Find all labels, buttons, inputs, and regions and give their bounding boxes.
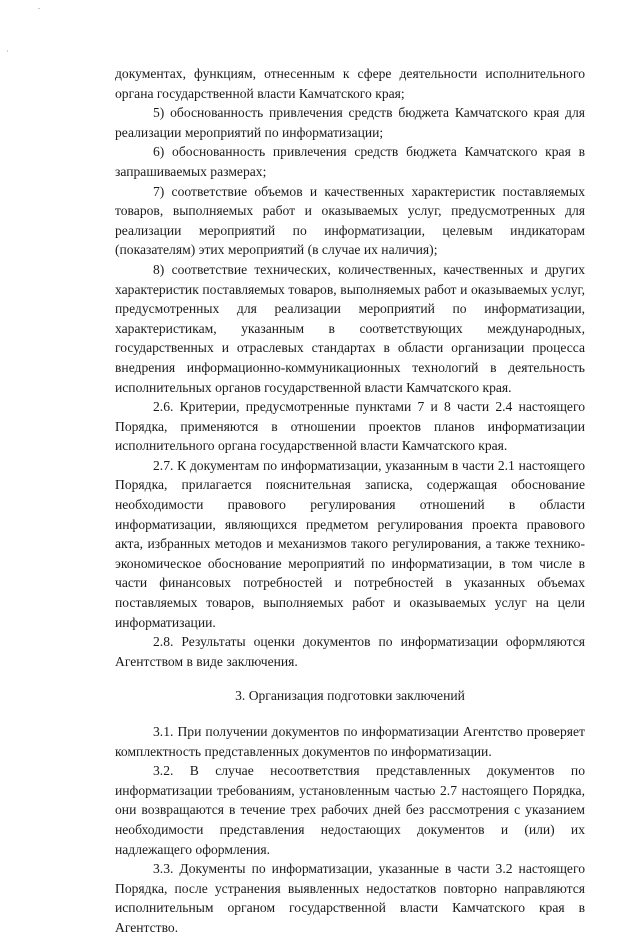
paragraph-item-5: 5) обоснованность привлечения средств бюджета Камчатского края для реализации мероприятий по информатизации; <box>115 105 585 140</box>
paragraph-2-7: 2.7. К документам по информатизации, указанным в части 2.1 настоящего Порядка, прилагается пояснительная записка, содержащая обоснование необходимости правового регулирования отношений в области информатизации, являющихся предметом регулирования проекта правового акта, избранных методов и механизмов такого регулирования, а также технико-экономическое обоснование мероприятий по информатизации, в том числе в части финансовых потребностей и потребностей в указанных объемах поставляемых товаров, выполняемых работ и оказываемых услуг на цели информатизации. <box>115 457 585 630</box>
paragraph-continuation: документах, функциям, отнесенным к сфере деятельности исполнительного органа государственной власти Камчатского края; <box>115 66 585 101</box>
paragraph-2-6: 2.6. Критерии, предусмотренные пунктами 7 и 8 части 2.4 настоящего Порядка, применяются в отношении проектов планов информатизации исполнительного органа государственной власти Камчатского края. <box>115 399 585 454</box>
paragraph-3-2: 3.2. В случае несоответствия представленных документов по информатизации требованиям, установленным частью 2.7 настоящего Порядка, они возвращаются в течение трех рабочих дней без рассмотрения с указанием необходимости представления недостающих документов и (или) их надлежащего оформления. <box>115 763 585 857</box>
section-heading: 3. Организация подготовки заключений <box>235 688 465 704</box>
paragraph-3-3: 3.3. Документы по информатизации, указанные в части 3.2 настоящего Порядка, после устранения выявленных недостатков повторно направляются исполнительным органом государственной власти Камчатского края в Агентство. <box>115 861 585 935</box>
paragraph-3-1: 3.1. При получении документов по информатизации Агентство проверяет комплектность представленных документов по информатизации. <box>115 724 585 759</box>
scan-speck <box>7 50 8 52</box>
paragraph-item-7: 7) соответствие объемов и качественных характеристик поставляемых товаров, выполняемых работ и оказываемых услуг, предусмотренных для реализации мероприятий по информатизации, целевым индикаторам (показателям) этих мероприятий (в случае их наличия); <box>115 183 585 258</box>
paragraph-2-8: 2.8. Результаты оценки документов по информатизации оформляются Агентством в виде заключения. <box>115 634 585 669</box>
scan-speck <box>38 8 40 9</box>
paragraph-item-8: 8) соответствие технических, количественных, качественных и других характеристик поставляемых товаров, выполняемых работ и оказываемых услуг, предусмотренных для реализации мероприятий по информатизации, характеристикам, указанным в соответствующих международных, государственных и отраслевых стандартах в области организации процесса внедрения информационно-коммуникационных технологий в деятельность исполнительных органов государственной власти Камчатского края. <box>115 261 585 395</box>
document-body <box>115 64 585 938</box>
paragraph-item-6: 6) обоснованность привлечения средств бюджета Камчатского края в запрашиваемых размерах; <box>115 144 585 179</box>
